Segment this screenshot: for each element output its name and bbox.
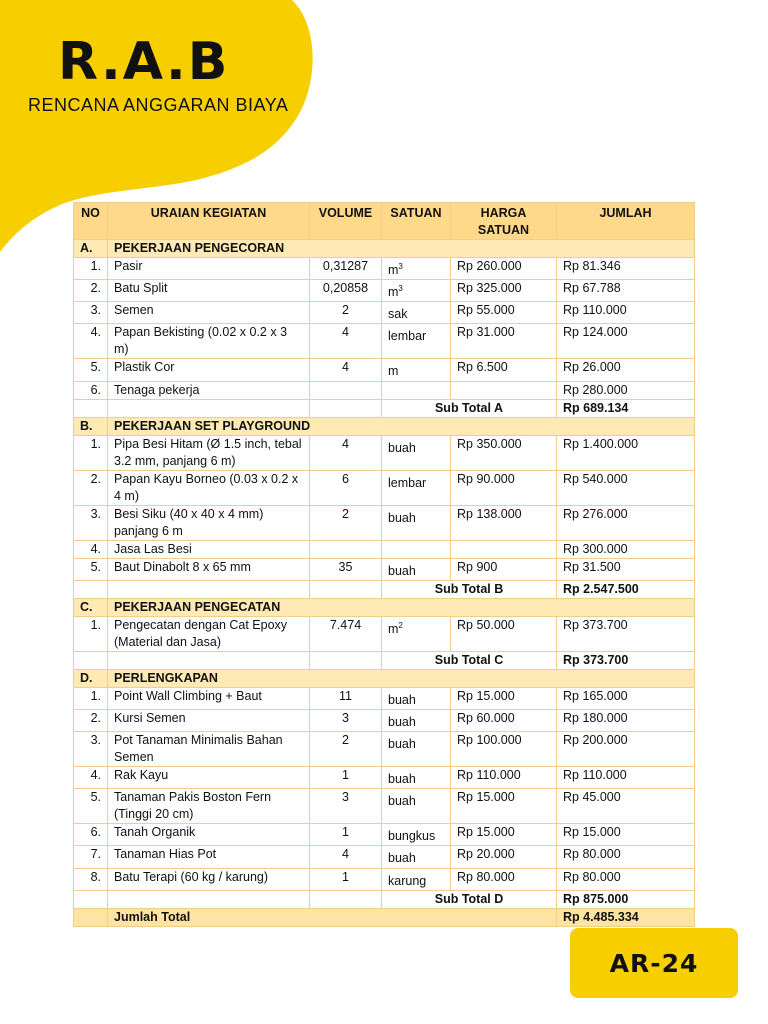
subtotal-empty xyxy=(108,651,310,669)
header-no: NO xyxy=(74,203,108,240)
table-row xyxy=(74,868,695,890)
item-unit-price: Rp 260.000 xyxy=(451,258,557,280)
item-unit xyxy=(382,824,451,846)
table-row xyxy=(74,767,695,789)
item-amount: Rp 200.000 xyxy=(557,732,695,767)
item-unit-price: Rp 60.000 xyxy=(451,709,557,731)
header-satuan: SATUAN xyxy=(382,203,451,240)
item-no: 1. xyxy=(74,435,108,470)
unit-text: buah xyxy=(388,563,416,578)
item-volume: 2 xyxy=(310,505,382,540)
table-row xyxy=(74,687,695,709)
item-volume: 4 xyxy=(310,435,382,470)
total-empty xyxy=(74,908,108,926)
item-description: Tanaman Pakis Boston Fern (Tinggi 20 cm) xyxy=(108,789,310,824)
item-unit xyxy=(382,709,451,731)
item-description: Papan Bekisting (0.02 x 0.2 x 3 m) xyxy=(108,324,310,359)
item-unit xyxy=(382,280,451,302)
item-no: 2. xyxy=(74,280,108,302)
header-jumlah: JUMLAH xyxy=(557,203,695,240)
item-unit xyxy=(382,381,451,399)
item-volume: 0,20858 xyxy=(310,280,382,302)
subtotal-value: Rp 373.700 xyxy=(557,651,695,669)
item-unit xyxy=(382,258,451,280)
unit-text: karung xyxy=(388,873,427,888)
unit-text: bungkus xyxy=(388,829,436,844)
item-unit xyxy=(382,359,451,381)
item-no: 6. xyxy=(74,381,108,399)
item-amount: Rp 540.000 xyxy=(557,470,695,505)
subtotal-empty xyxy=(74,890,108,908)
item-no: 7. xyxy=(74,846,108,868)
item-no: 3. xyxy=(74,732,108,767)
subtotal-value: Rp 2.547.500 xyxy=(557,580,695,598)
item-unit-price: Rp 350.000 xyxy=(451,435,557,470)
item-amount: Rp 300.000 xyxy=(557,540,695,558)
item-unit xyxy=(382,324,451,359)
item-unit-price: Rp 6.500 xyxy=(451,359,557,381)
header-volume: VOLUME xyxy=(310,203,382,240)
item-no: 1. xyxy=(74,687,108,709)
item-volume: 4 xyxy=(310,324,382,359)
item-amount: Rp 180.000 xyxy=(557,709,695,731)
item-description: Pot Tanaman Minimalis Bahan Semen xyxy=(108,732,310,767)
item-volume: 35 xyxy=(310,558,382,580)
item-no: 5. xyxy=(74,359,108,381)
unit-text: buah xyxy=(388,794,416,809)
subtotal-label: Sub Total D xyxy=(382,890,557,908)
unit-text: sak xyxy=(388,307,408,322)
item-no: 1. xyxy=(74,258,108,280)
section-row xyxy=(74,598,695,616)
section-title: PEKERJAAN PENGECORAN xyxy=(108,240,695,258)
item-description: Point Wall Climbing + Baut xyxy=(108,687,310,709)
item-unit-price: Rp 50.000 xyxy=(451,616,557,651)
item-unit-price: Rp 15.000 xyxy=(451,824,557,846)
item-description: Plastik Cor xyxy=(108,359,310,381)
item-unit xyxy=(382,868,451,890)
subtotal-empty xyxy=(310,890,382,908)
budget-table xyxy=(73,202,695,927)
item-description: Papan Kayu Borneo (0.03 x 0.2 x 4 m) xyxy=(108,470,310,505)
item-unit-price: Rp 55.000 xyxy=(451,302,557,324)
unit-text: lembar xyxy=(388,329,427,344)
item-unit-price: Rp 31.000 xyxy=(451,324,557,359)
section-row xyxy=(74,669,695,687)
item-no: 5. xyxy=(74,558,108,580)
subtotal-empty xyxy=(310,580,382,598)
item-volume: 11 xyxy=(310,687,382,709)
item-no: 4. xyxy=(74,540,108,558)
item-unit-price xyxy=(451,381,557,399)
page-title: R.A.B xyxy=(58,32,230,92)
item-description: Tanaman Hias Pot xyxy=(108,846,310,868)
unit-exponent: 3 xyxy=(398,284,403,294)
subtotal-empty xyxy=(74,580,108,598)
table-row xyxy=(74,709,695,731)
item-amount: Rp 373.700 xyxy=(557,616,695,651)
subtotal-row xyxy=(74,399,695,417)
subtotal-label: Sub Total A xyxy=(382,399,557,417)
item-volume: 2 xyxy=(310,732,382,767)
subtotal-empty xyxy=(74,399,108,417)
item-volume: 1 xyxy=(310,767,382,789)
item-description: Besi Siku (40 x 40 x 4 mm) panjang 6 m xyxy=(108,505,310,540)
item-volume: 2 xyxy=(310,302,382,324)
item-unit-price: Rp 80.000 xyxy=(451,868,557,890)
item-no: 5. xyxy=(74,789,108,824)
item-volume: 1 xyxy=(310,868,382,890)
subtotal-label: Sub Total B xyxy=(382,580,557,598)
item-amount: Rp 165.000 xyxy=(557,687,695,709)
item-unit xyxy=(382,302,451,324)
subtotal-empty xyxy=(310,651,382,669)
item-amount: Rp 81.346 xyxy=(557,258,695,280)
item-unit xyxy=(382,732,451,767)
unit-text: buah xyxy=(388,851,416,866)
item-volume: 7.474 xyxy=(310,616,382,651)
table-body xyxy=(74,240,695,927)
subtotal-value: Rp 689.134 xyxy=(557,399,695,417)
unit-text: buah xyxy=(388,440,416,455)
item-volume: 3 xyxy=(310,709,382,731)
table-header-row xyxy=(74,203,695,240)
section-letter: D. xyxy=(74,669,108,687)
item-volume xyxy=(310,540,382,558)
table-row xyxy=(74,558,695,580)
item-no: 6. xyxy=(74,824,108,846)
item-unit xyxy=(382,687,451,709)
item-description: Pengecatan dengan Cat Epoxy (Material dan Jasa) xyxy=(108,616,310,651)
item-unit xyxy=(382,505,451,540)
section-letter: B. xyxy=(74,417,108,435)
item-description: Batu Split xyxy=(108,280,310,302)
item-unit xyxy=(382,616,451,651)
total-value: Rp 4.485.334 xyxy=(557,908,695,926)
subtotal-empty xyxy=(310,399,382,417)
badge-label: AR-24 xyxy=(609,948,699,978)
item-unit xyxy=(382,435,451,470)
table-row xyxy=(74,470,695,505)
item-no: 1. xyxy=(74,616,108,651)
item-volume: 4 xyxy=(310,359,382,381)
unit-text: m xyxy=(388,621,399,636)
item-unit xyxy=(382,558,451,580)
section-row xyxy=(74,240,695,258)
item-no: 3. xyxy=(74,505,108,540)
subtotal-value: Rp 875.000 xyxy=(557,890,695,908)
unit-text: m xyxy=(388,263,399,278)
unit-text: buah xyxy=(388,510,416,525)
item-description: Semen xyxy=(108,302,310,324)
item-no: 2. xyxy=(74,709,108,731)
subtotal-empty xyxy=(108,890,310,908)
item-description: Tanah Organik xyxy=(108,824,310,846)
item-unit-price: Rp 325.000 xyxy=(451,280,557,302)
table-row xyxy=(74,258,695,280)
table-row xyxy=(74,381,695,399)
table-row xyxy=(74,435,695,470)
item-description: Pasir xyxy=(108,258,310,280)
item-description: Pipa Besi Hitam (Ø 1.5 inch, tebal 3.2 mm, panjang 6 m) xyxy=(108,435,310,470)
section-row xyxy=(74,417,695,435)
item-description: Jasa Las Besi xyxy=(108,540,310,558)
table-row xyxy=(74,540,695,558)
item-amount: Rp 110.000 xyxy=(557,302,695,324)
page-subtitle: RENCANA ANGGARAN BIAYA xyxy=(28,95,289,115)
unit-text: lembar xyxy=(388,475,427,490)
item-description: Rak Kayu xyxy=(108,767,310,789)
total-label: Jumlah Total xyxy=(108,908,557,926)
item-amount: Rp 80.000 xyxy=(557,846,695,868)
section-title: PEKERJAAN PENGECATAN xyxy=(108,598,695,616)
unit-text: m xyxy=(388,285,399,300)
item-unit-price: Rp 138.000 xyxy=(451,505,557,540)
item-amount: Rp 280.000 xyxy=(557,381,695,399)
subtotal-empty xyxy=(108,399,310,417)
item-volume: 3 xyxy=(310,789,382,824)
subtotal-label: Sub Total C xyxy=(382,651,557,669)
item-description: Baut Dinabolt 8 x 65 mm xyxy=(108,558,310,580)
item-amount: Rp 110.000 xyxy=(557,767,695,789)
item-unit xyxy=(382,846,451,868)
table-row xyxy=(74,324,695,359)
header-uraian: URAIAN KEGIATAN xyxy=(108,203,310,240)
table-row xyxy=(74,846,695,868)
grand-total-row xyxy=(74,908,695,926)
item-amount: Rp 80.000 xyxy=(557,868,695,890)
subtotal-empty xyxy=(74,651,108,669)
item-unit-price: Rp 900 xyxy=(451,558,557,580)
item-description: Tenaga pekerja xyxy=(108,381,310,399)
item-amount: Rp 45.000 xyxy=(557,789,695,824)
item-unit xyxy=(382,767,451,789)
unit-exponent: 2 xyxy=(398,620,403,630)
item-unit-price xyxy=(451,540,557,558)
unit-text: m xyxy=(388,364,399,379)
code-badge xyxy=(570,928,738,998)
table-row xyxy=(74,824,695,846)
table-row xyxy=(74,732,695,767)
item-volume: 1 xyxy=(310,824,382,846)
item-no: 8. xyxy=(74,868,108,890)
item-description: Kursi Semen xyxy=(108,709,310,731)
subtotal-row xyxy=(74,890,695,908)
item-amount: Rp 67.788 xyxy=(557,280,695,302)
table-row xyxy=(74,789,695,824)
subtotal-row xyxy=(74,580,695,598)
item-no: 4. xyxy=(74,767,108,789)
item-amount: Rp 26.000 xyxy=(557,359,695,381)
item-unit xyxy=(382,789,451,824)
unit-exponent: 3 xyxy=(398,262,403,271)
item-volume xyxy=(310,381,382,399)
subtotal-empty xyxy=(108,580,310,598)
item-unit-price: Rp 100.000 xyxy=(451,732,557,767)
table-row xyxy=(74,302,695,324)
table-row xyxy=(74,280,695,302)
item-volume: 6 xyxy=(310,470,382,505)
item-no: 3. xyxy=(74,302,108,324)
item-volume: 0,31287 xyxy=(310,258,382,280)
section-letter: C. xyxy=(74,598,108,616)
item-amount: Rp 1.400.000 xyxy=(557,435,695,470)
item-amount: Rp 15.000 xyxy=(557,824,695,846)
item-unit xyxy=(382,470,451,505)
unit-text: buah xyxy=(388,692,416,707)
item-amount: Rp 31.500 xyxy=(557,558,695,580)
item-unit-price: Rp 20.000 xyxy=(451,846,557,868)
unit-text: buah xyxy=(388,772,416,787)
table-row xyxy=(74,359,695,381)
table-row xyxy=(74,616,695,651)
unit-text: buah xyxy=(388,737,416,752)
item-amount: Rp 276.000 xyxy=(557,505,695,540)
section-title: PEKERJAAN SET PLAYGROUND xyxy=(108,417,695,435)
item-unit-price: Rp 110.000 xyxy=(451,767,557,789)
item-unit-price: Rp 15.000 xyxy=(451,789,557,824)
section-letter: A. xyxy=(74,240,108,258)
unit-text: buah xyxy=(388,715,416,730)
item-no: 2. xyxy=(74,470,108,505)
item-unit-price: Rp 15.000 xyxy=(451,687,557,709)
item-unit-price: Rp 90.000 xyxy=(451,470,557,505)
item-description: Batu Terapi (60 kg / karung) xyxy=(108,868,310,890)
header-harga: HARGA SATUAN xyxy=(451,203,557,240)
item-unit xyxy=(382,540,451,558)
subtotal-row xyxy=(74,651,695,669)
item-no: 4. xyxy=(74,324,108,359)
table-row xyxy=(74,505,695,540)
section-title: PERLENGKAPAN xyxy=(108,669,695,687)
item-amount: Rp 124.000 xyxy=(557,324,695,359)
item-volume: 4 xyxy=(310,846,382,868)
